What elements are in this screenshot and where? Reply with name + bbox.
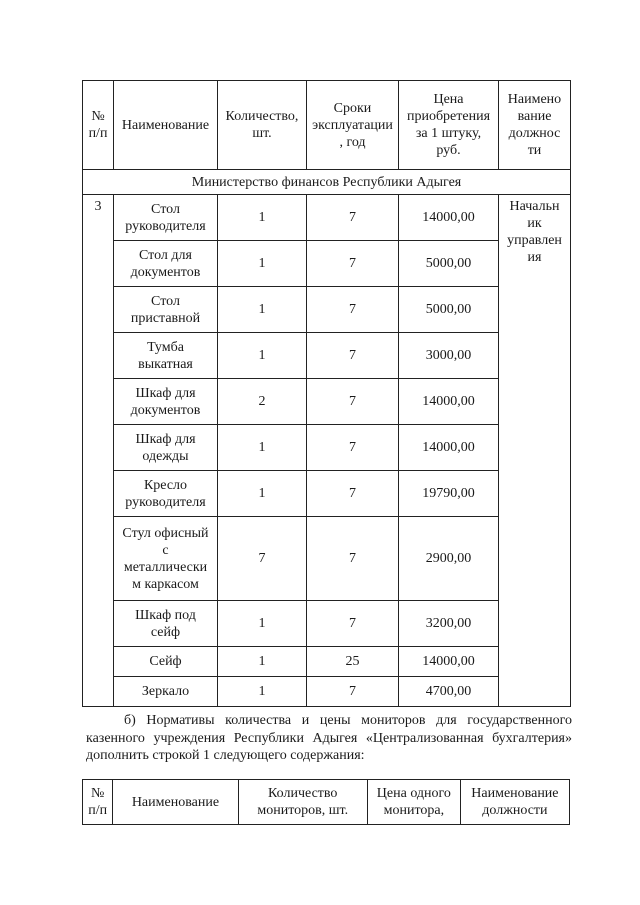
item-service-life: 7 [307,287,399,333]
item-quantity: 1 [218,287,307,333]
paragraph-b [86,712,572,765]
header-cell: Количество мониторов, шт. [238,780,367,825]
item-service-life: 25 [307,647,399,677]
item-price: 19790,00 [399,471,499,517]
header-cell: № п/п [83,780,113,825]
item-quantity: 1 [218,425,307,471]
item-service-life: 7 [307,471,399,517]
item-price: 2900,00 [399,517,499,601]
table-header-row [83,780,570,825]
item-price: 3200,00 [399,601,499,647]
table-row [83,647,571,677]
table-row [83,195,571,241]
item-name: Стол руководителя [114,195,218,241]
item-name: Шкаф для одежды [114,425,218,471]
paragraph-b-text: б) Нормативы количества и цены мониторов для государственного казенного учреждения Республики Адыгея «Централизованная бухгалтерия» дополнить строкой 1 следующего содержания: [86,713,572,763]
table-row [83,241,571,287]
item-name: Тумба выкатная [114,333,218,379]
table-row [83,379,571,425]
ministry-title: Министерство финансов Республики Адыгея [83,170,571,195]
table-row [83,517,571,601]
header-cell: Наимено вание должнос ти [499,81,571,170]
item-price: 14000,00 [399,379,499,425]
row-number: 3 [83,195,114,707]
item-service-life: 7 [307,333,399,379]
item-name: Шкаф под сейф [114,601,218,647]
item-quantity: 1 [218,333,307,379]
item-price: 4700,00 [399,677,499,707]
ministry-row [83,170,571,195]
header-cell: Сроки эксплуатации , год [307,81,399,170]
item-name: Стул офисный с металлически м каркасом [114,517,218,601]
item-service-life: 7 [307,241,399,287]
header-cell: Количество, шт. [218,81,307,170]
item-price: 14000,00 [399,195,499,241]
item-service-life: 7 [307,601,399,647]
item-price: 14000,00 [399,425,499,471]
monitor-norms-table [82,779,570,825]
item-name: Кресло руководителя [114,471,218,517]
header-cell: Наименование [114,81,218,170]
item-quantity: 1 [218,677,307,707]
item-name: Шкаф для документов [114,379,218,425]
item-name: Сейф [114,647,218,677]
table-header-row [83,81,571,170]
item-name: Стол для документов [114,241,218,287]
item-price: 5000,00 [399,241,499,287]
item-quantity: 1 [218,241,307,287]
item-name: Стол приставной [114,287,218,333]
table-row [83,287,571,333]
header-cell: Наименование должности [460,780,569,825]
item-service-life: 7 [307,425,399,471]
header-cell: № п/п [83,81,114,170]
table-row [83,471,571,517]
furniture-norms-table [82,80,571,707]
table-row [83,333,571,379]
item-quantity: 1 [218,471,307,517]
item-quantity: 2 [218,379,307,425]
header-cell: Цена приобретения за 1 штуку, руб. [399,81,499,170]
item-service-life: 7 [307,379,399,425]
table-row [83,425,571,471]
item-quantity: 1 [218,647,307,677]
item-service-life: 7 [307,195,399,241]
header-cell: Наименование [113,780,238,825]
header-cell: Цена одного монитора, [367,780,460,825]
table-row [83,601,571,647]
item-price: 14000,00 [399,647,499,677]
item-service-life: 7 [307,677,399,707]
item-quantity: 1 [218,601,307,647]
position-title: Начальн ик управлен ия [499,195,571,707]
item-service-life: 7 [307,517,399,601]
item-price: 3000,00 [399,333,499,379]
item-name: Зеркало [114,677,218,707]
item-quantity: 1 [218,195,307,241]
item-price: 5000,00 [399,287,499,333]
item-quantity: 7 [218,517,307,601]
table-row [83,677,571,707]
